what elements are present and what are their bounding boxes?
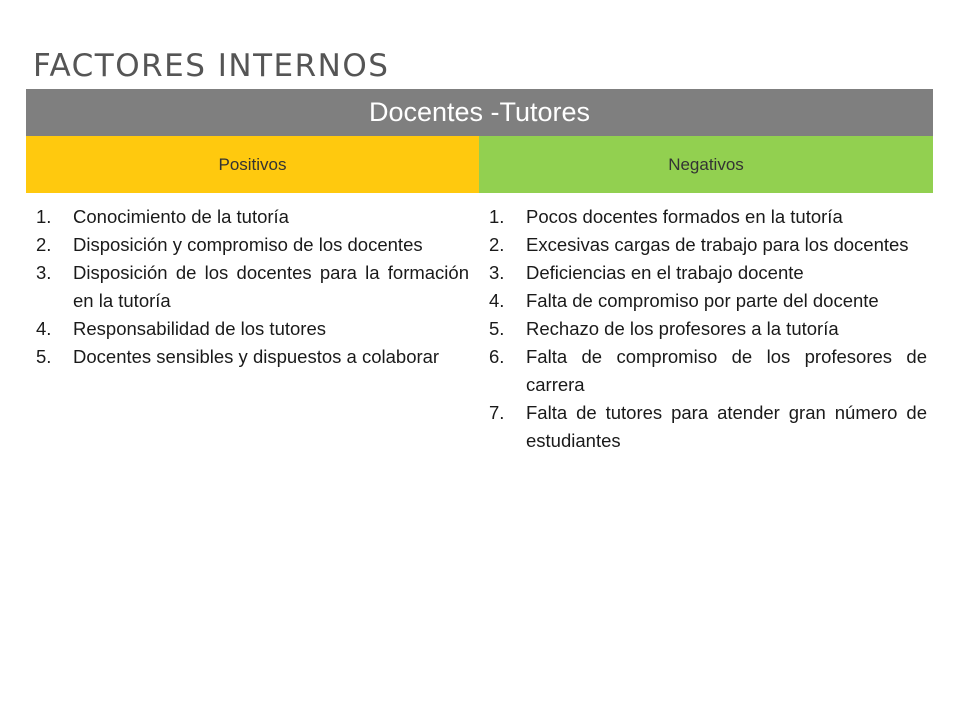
list-item [489,343,927,399]
list-item-number: 1. [489,206,505,227]
list-item-text: Excesivas cargas de trabajo para los docentes [526,234,909,255]
list-item-number: 4. [489,290,505,311]
list-item [36,315,469,343]
list-item-number: 3. [36,262,52,283]
list-item [36,203,469,231]
table-header: Docentes -Tutores [26,89,933,136]
list-item-number: 4. [36,318,52,339]
list-item [489,315,927,343]
table-body [26,193,933,455]
list-item-number: 1. [36,206,52,227]
list-item-text: Disposición y compromiso de los docentes [73,234,423,255]
factors-table [26,89,933,455]
column-header-negative: Negativos [479,136,933,193]
list-item-text: Deficiencias en el trabajo docente [526,262,804,283]
list-item-text: Conocimiento de la tutoría [73,206,289,227]
negative-list [489,203,927,455]
list-item-number: 7. [489,402,505,423]
list-item-number: 5. [489,318,505,339]
list-item [36,343,469,371]
column-header-positive: Positivos [26,136,479,193]
list-item [36,259,469,315]
list-item [489,399,927,455]
list-item-text: Docentes sensibles y dispuestos a colaborar [73,346,440,367]
list-item-text: Falta de tutores para atender gran número de estudiantes [526,402,927,451]
list-item-number: 2. [36,234,52,255]
list-item [489,287,927,315]
column-headers [26,136,933,193]
list-item [489,231,927,259]
positive-list [36,203,469,371]
list-item-text: Falta de compromiso de los profesores de carrera [526,346,927,395]
list-item-number: 3. [489,262,505,283]
list-item-number: 5. [36,346,52,367]
list-item [36,231,469,259]
list-item-text: Pocos docentes formados en la tutoría [526,206,843,227]
list-item-text: Disposición de los docentes para la formación en la tutoría [73,262,469,311]
list-item [489,203,927,231]
list-item [489,259,927,287]
page-title: FACTORES INTERNOS [33,48,390,84]
list-item-number: 6. [489,346,505,367]
positive-column [26,193,479,455]
list-item-text: Rechazo de los profesores a la tutoría [526,318,839,339]
list-item-text: Falta de compromiso por parte del docente [526,290,879,311]
list-item-text: Responsabilidad de los tutores [73,318,326,339]
list-item-number: 2. [489,234,505,255]
negative-column [479,193,933,455]
